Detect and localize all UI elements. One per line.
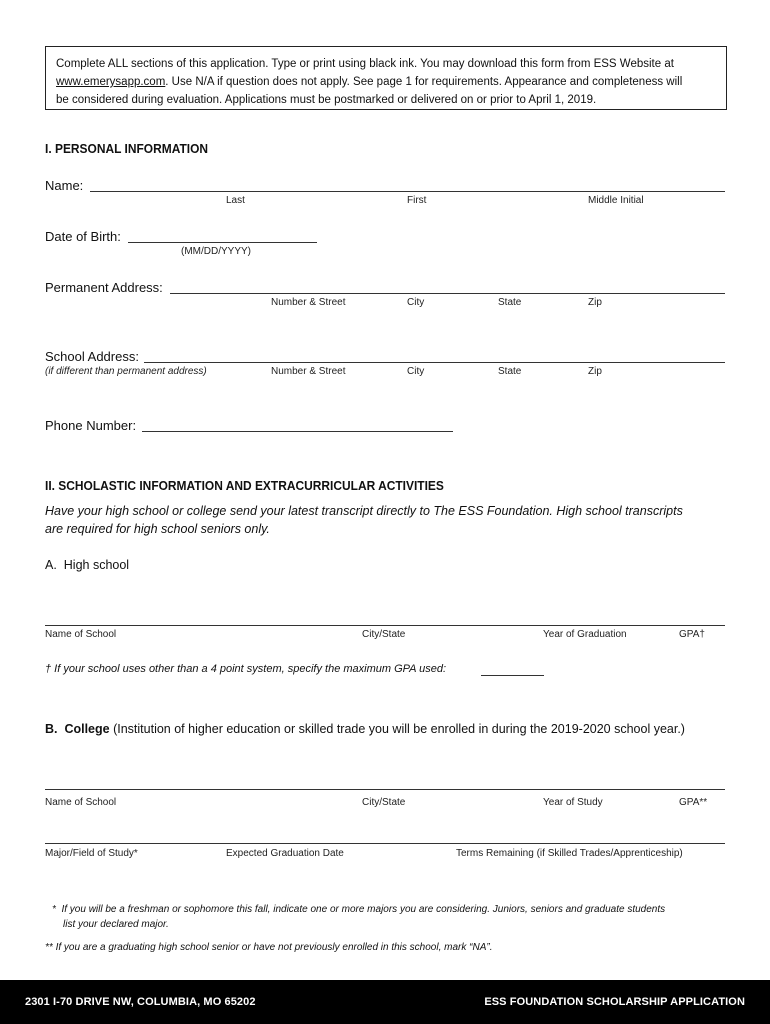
terms-remaining-cap: Terms Remaining (if Skilled Trades/Apprenticeship) [456, 848, 683, 859]
school-cap-city: City [407, 366, 425, 377]
school-address-note: (if different than permanent address) [45, 366, 207, 377]
website-link[interactable]: www.emerysapp.com [56, 76, 166, 88]
hs-letter: A. [45, 558, 57, 572]
major-field[interactable] [45, 843, 725, 844]
footer-bar [0, 980, 770, 1024]
name-cap-middle: Middle Initial [588, 195, 644, 206]
major-footnote [52, 902, 732, 932]
permanent-address-field[interactable] [170, 293, 725, 294]
intro-line-1: Have your high school or college send your latest transcript directly to The ESS Foundation. High school transcripts [45, 504, 683, 518]
hs-cap-year: Year of Graduation [543, 629, 627, 640]
instructions-line-3: be considered during evaluation. Applications must be postmarked or delivered on or prior to April 1, 2019. [56, 94, 597, 106]
note2-mark: ** [45, 942, 53, 953]
school-cap-zip: Zip [588, 366, 602, 377]
permanent-address-label: Permanent Address: [45, 280, 163, 295]
college-cap-year: Year of Study [543, 797, 603, 808]
hs-cap-name: Name of School [45, 629, 117, 640]
transcript-instructions [45, 502, 735, 538]
instructions-line-2 [56, 73, 718, 91]
college-cap-city: City/State [362, 797, 406, 808]
footer-form-name: ESS FOUNDATION SCHOLARSHIP APPLICATION [484, 996, 745, 1008]
school-address-field[interactable] [144, 362, 725, 363]
footer-address: 2301 I-70 DRIVE NW, COLUMBIA, MO 65202 [25, 996, 256, 1008]
college-letter: B. [45, 722, 58, 736]
college-cap-name: Name of School [45, 797, 117, 808]
instructions-box [45, 46, 727, 110]
name-cap-last: Last [226, 195, 245, 206]
college-field[interactable] [45, 789, 725, 790]
high-school-field[interactable] [45, 625, 725, 626]
hs-cap-gpa: GPA† [679, 629, 705, 640]
instructions-line-1: Complete ALL sections of this application. Type or print using black ink. You may download this form from ESS Website at [56, 58, 674, 70]
scholastic-heading: II. SCHOLASTIC INFORMATION AND EXTRACURRICULAR ACTIVITIES [45, 478, 444, 493]
college-description: (Institution of higher education or skilled trade you will be enrolled in during the 2019-2020 school year.) [113, 722, 685, 736]
school-cap-state: State [498, 366, 522, 377]
perm-cap-street: Number & Street [271, 297, 346, 308]
note1-line-1 [52, 902, 732, 917]
perm-cap-city: City [407, 297, 425, 308]
name-label: Name: [45, 178, 84, 193]
max-gpa-field[interactable] [481, 675, 544, 676]
dob-format: (MM/DD/YYYY) [181, 246, 251, 257]
hs-cap-city: City/State [362, 629, 406, 640]
name-field[interactable] [90, 191, 725, 192]
name-cap-first: First [407, 195, 427, 206]
hs-title: High school [63, 558, 130, 572]
school-address-label: School Address: [45, 349, 139, 364]
gpa-scale-note: † If your school uses other than a 4 point system, specify the maximum GPA used: [45, 663, 447, 675]
perm-cap-zip: Zip [588, 297, 602, 308]
college-title: College [64, 722, 110, 736]
school-cap-street: Number & Street [271, 366, 346, 377]
dob-label: Date of Birth: [45, 229, 121, 244]
instructions-line-2-text: . Use N/A if question does not apply. See page 1 for requirements. Appearance and completeness will [165, 76, 683, 88]
college-cap-gpa: GPA** [679, 797, 708, 808]
dob-field[interactable] [128, 242, 317, 243]
personal-info-heading: I. PERSONAL INFORMATION [45, 141, 209, 156]
note2-text: If you are a graduating high school senior or have not previously enrolled in this school, mark “NA”. [55, 942, 493, 953]
note1-mark: * [52, 904, 56, 915]
intro-line-2: are required for high school seniors only. [45, 522, 270, 536]
high-school-heading [45, 558, 129, 572]
major-cap: Major/Field of Study* [45, 848, 138, 859]
note1-text-1: If you will be a freshman or sophomore this fall, indicate one or more majors you are considering. Juniors, seniors and graduate students [61, 904, 666, 915]
gpa-footnote [45, 940, 492, 955]
grad-date-cap: Expected Graduation Date [226, 848, 344, 859]
note1-line-2: list your declared major. [63, 919, 169, 930]
college-heading [45, 722, 685, 736]
perm-cap-state: State [498, 297, 522, 308]
phone-label: Phone Number: [45, 418, 137, 433]
phone-field[interactable] [142, 431, 453, 432]
